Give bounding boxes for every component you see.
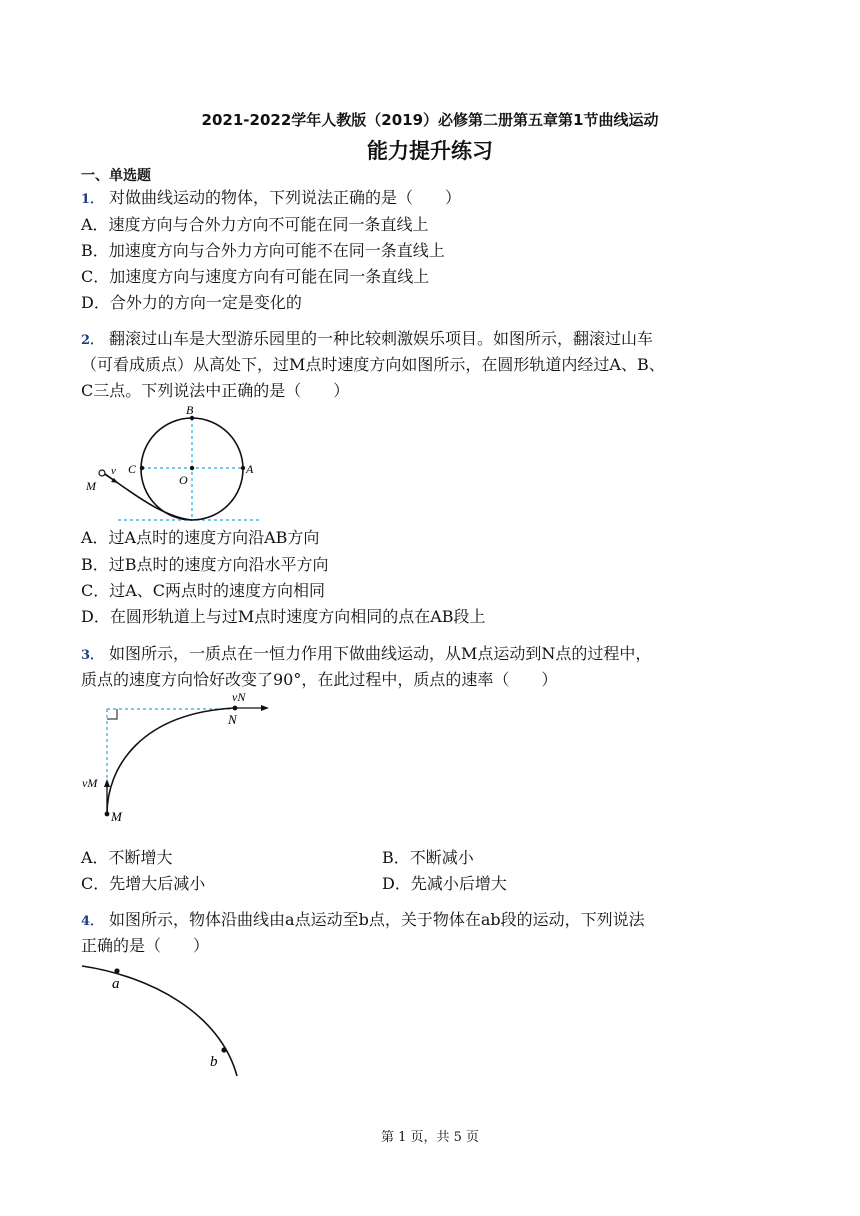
roller-coaster-loop-figure xyxy=(80,402,280,528)
trajectory-curve xyxy=(107,708,235,814)
question-4-stem-line-2: 正确的是（ ） xyxy=(81,936,210,955)
question-3-stem-line-1: 3． 如图所示，一质点在一恒力作用下做曲线运动，从M点运动到N点的过程中， xyxy=(81,644,652,663)
question-number: 4． xyxy=(81,914,104,929)
point-n-dot xyxy=(233,706,238,711)
question-number: 2． xyxy=(81,333,104,348)
question-1-option-a: A．速度方向与合外力方向不可能在同一条直线上 xyxy=(81,215,429,234)
question-2-option-a: A．过A点时的速度方向沿AB方向 xyxy=(81,528,320,547)
label-vn: vN xyxy=(232,690,246,704)
question-1-option-b: B．加速度方向与合外力方向可能不在同一条直线上 xyxy=(81,241,445,260)
right-angle-mark xyxy=(107,709,117,719)
curved-motion-figure xyxy=(80,688,280,826)
label-b: B xyxy=(186,403,194,417)
velocity-n-arrowhead xyxy=(261,705,269,711)
question-number: 1． xyxy=(81,192,104,207)
question-3-option-c: C．先增大后减小 xyxy=(81,874,206,893)
point-c-dot xyxy=(140,466,144,470)
question-3-stem-line-2: 质点的速度方向恰好改变了90°，在此过程中，质点的速率（ ） xyxy=(81,670,558,689)
question-2-option-d: D．在圆形轨道上与过M点时速度方向相同的点在AB段上 xyxy=(81,607,486,626)
question-3-option-b: B．不断减小 xyxy=(382,848,474,867)
question-2-stem-line-1: 2． 翻滚过山车是大型游乐园里的一种比较刺激娱乐项目。如图所示，翻滚过山车 xyxy=(81,329,654,348)
document-subtitle: 能力提升练习 xyxy=(367,139,493,163)
label-m: M xyxy=(111,809,122,824)
point-a-dot xyxy=(114,968,119,973)
label-a: a xyxy=(112,976,120,992)
question-1-option-c: C．加速度方向与速度方向有可能在同一条直线上 xyxy=(81,267,430,286)
question-1-option-d: D．合外力的方向一定是变化的 xyxy=(81,293,302,312)
question-2-stem-line-2: （可看成质点）从高处下，过M点时速度方向如图所示，在圆形轨道内经过A、B、 xyxy=(81,355,665,374)
question-2-option-c: C．过A、C两点时的速度方向相同 xyxy=(81,581,326,600)
question-3-option-d: D．先减小后增大 xyxy=(382,874,507,893)
point-o-dot xyxy=(190,466,194,470)
section-heading: 一、单选题 xyxy=(81,168,151,184)
question-2-option-b: B．过B点时的速度方向沿水平方向 xyxy=(81,555,329,574)
point-m-dot xyxy=(105,812,110,817)
label-a: A xyxy=(246,462,254,476)
label-m: M xyxy=(86,479,96,493)
point-a-dot xyxy=(241,466,245,470)
label-n: N xyxy=(228,712,237,727)
velocity-m-arrowhead xyxy=(104,779,110,787)
label-b: b xyxy=(210,1054,218,1070)
question-number: 3． xyxy=(81,648,104,663)
page-footer: 第 1 页，共 5 页 xyxy=(380,1130,480,1145)
label-o: O xyxy=(179,473,188,487)
label-c: C xyxy=(128,462,137,476)
question-3-option-a: A．不断增大 xyxy=(81,848,173,867)
question-2-stem-line-3: C三点。下列说法中正确的是（ ） xyxy=(81,381,350,400)
question-1-stem: 1． 对做曲线运动的物体，下列说法正确的是（ ） xyxy=(81,188,462,207)
label-v: v xyxy=(111,465,116,477)
point-m-dot xyxy=(99,470,105,476)
label-vm: vM xyxy=(82,776,98,790)
document-title: 2021-2022学年人教版（2019）必修第二册第五章第1节曲线运动 xyxy=(201,111,659,129)
curve-ab-figure xyxy=(80,958,250,1080)
question-4-stem-line-1: 4． 如图所示，物体沿曲线由a点运动至b点，关于物体在ab段的运动，下列说法 xyxy=(81,910,645,929)
point-b-dot xyxy=(221,1047,226,1052)
